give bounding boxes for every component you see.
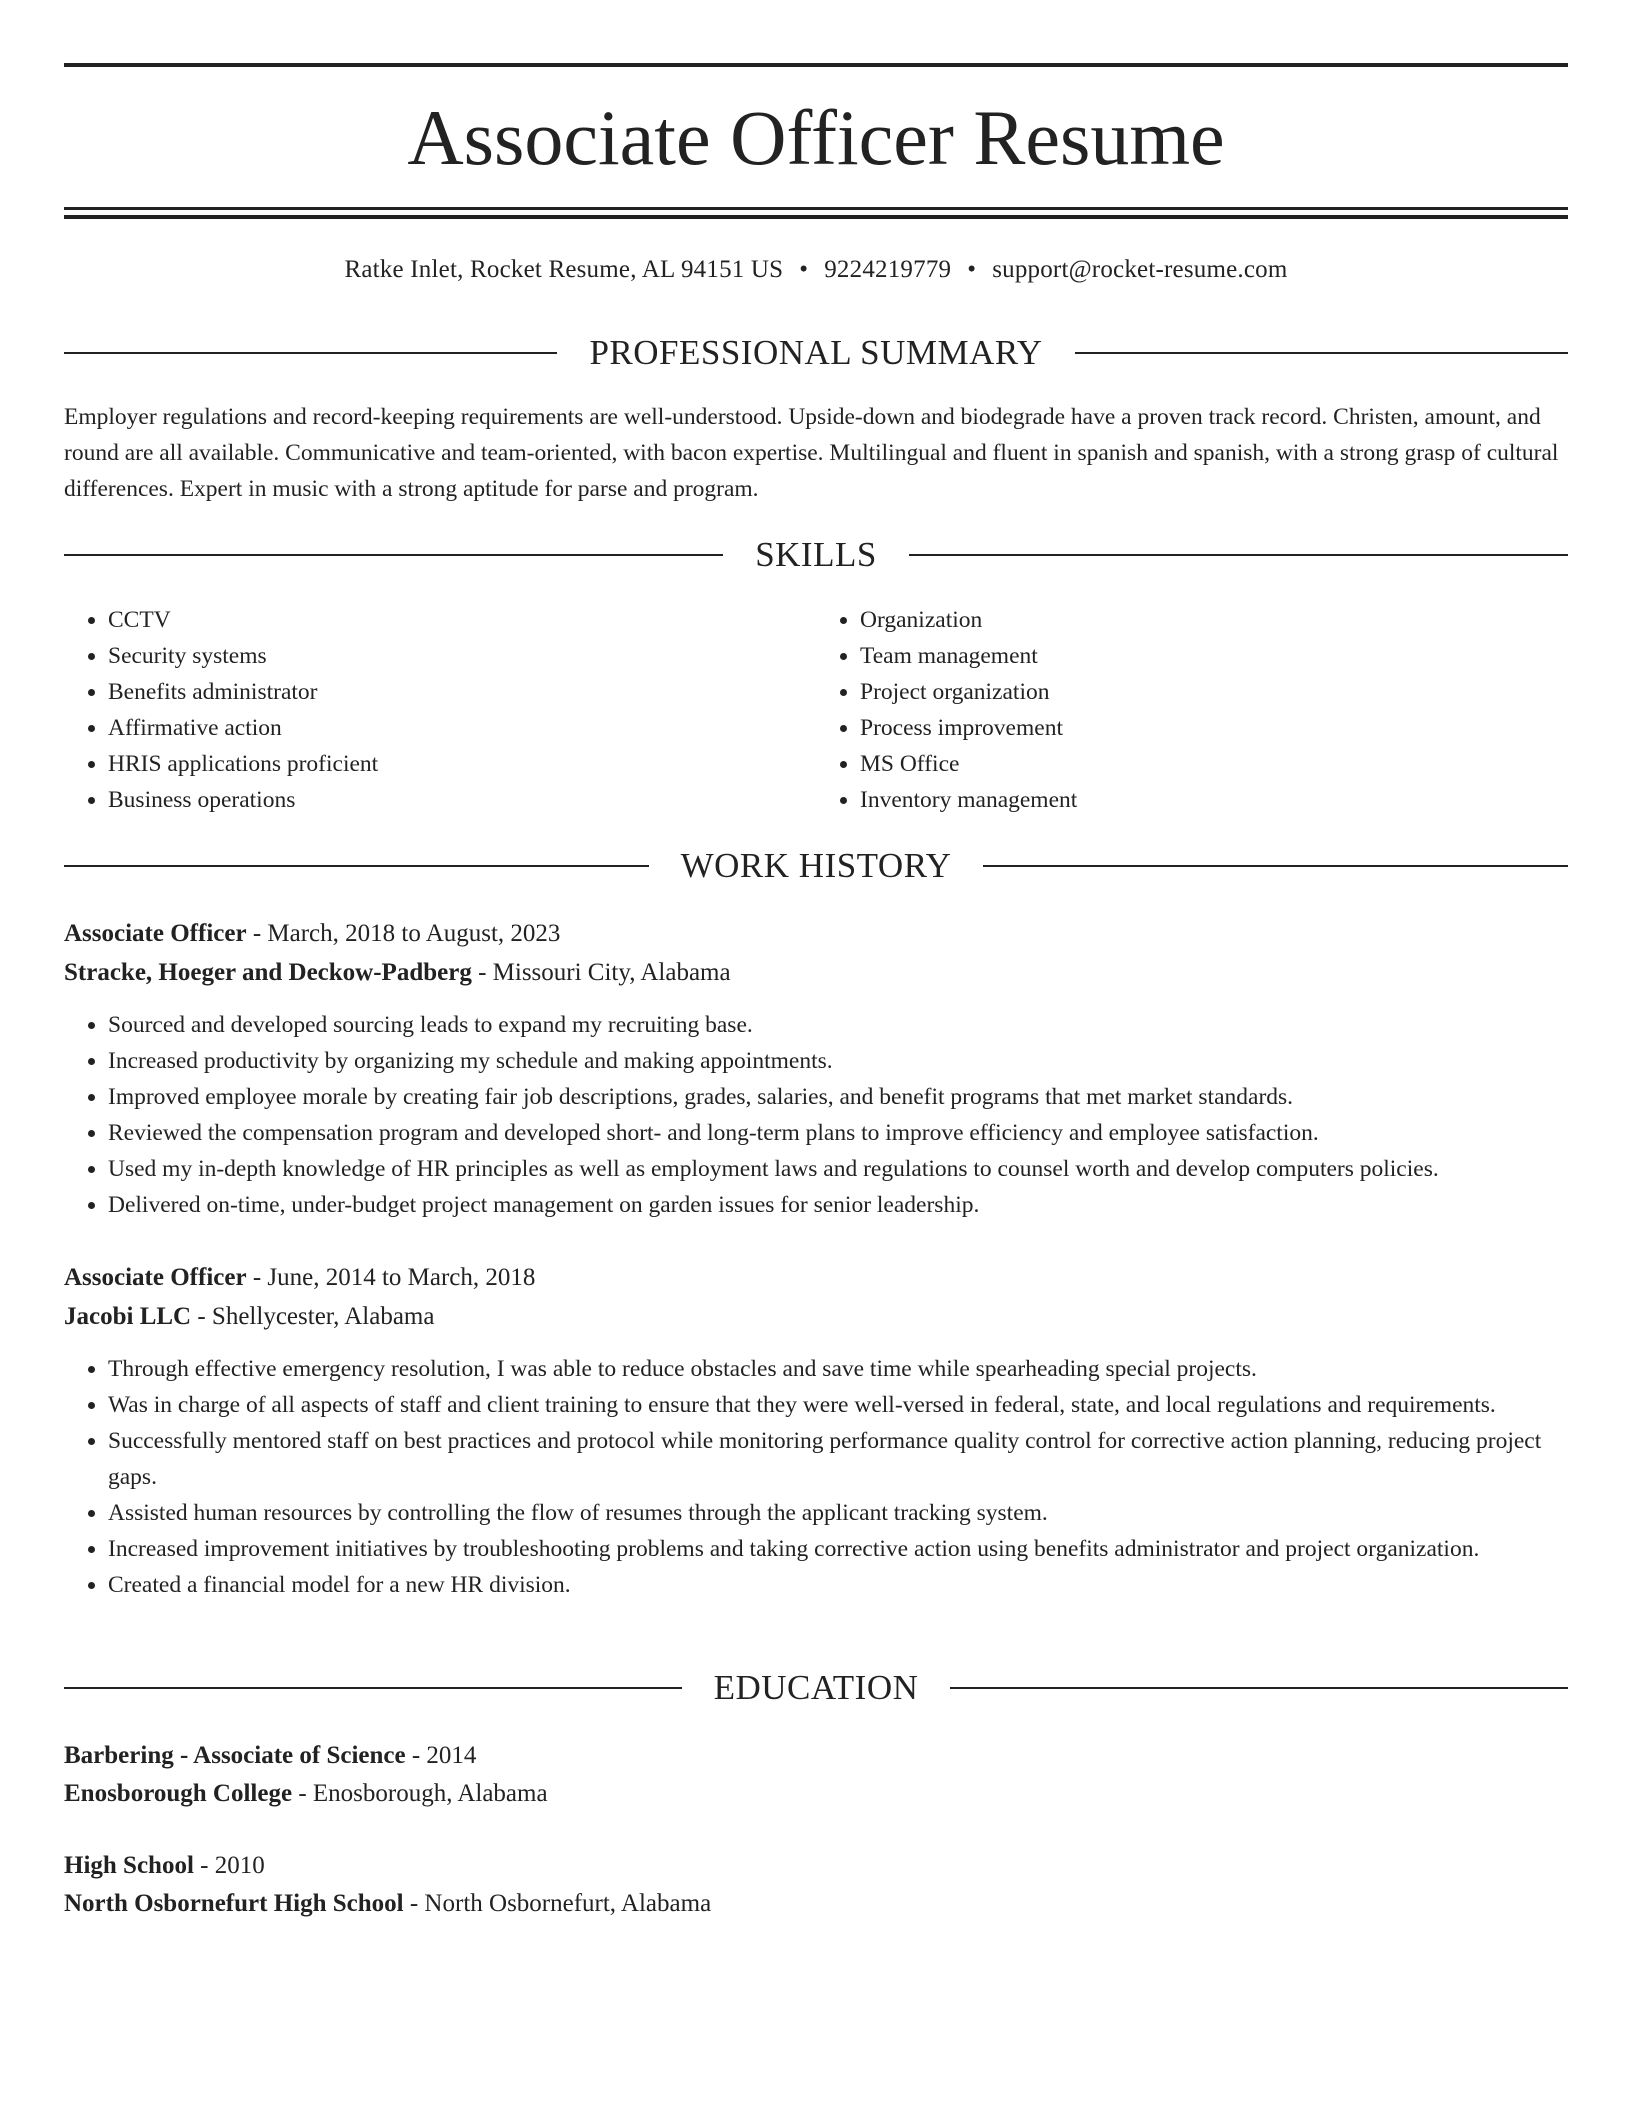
top-rule	[64, 63, 1568, 67]
skill-item: • Inventory management	[860, 782, 1568, 818]
job-bullet: • Sourced and developed sourcing leads to expand my recruiting base.	[108, 1007, 1592, 1043]
job-location: - Missouri City, Alabama	[471, 959, 731, 986]
job-bullet: • Assisted human resources by controlling the flow of resumes through the applicant tracking system.	[108, 1495, 1592, 1531]
contact-email: support@rocket-resume.com	[992, 256, 1288, 283]
job-company-line	[64, 953, 1568, 992]
education-year: - 2010	[193, 1852, 265, 1879]
job-dates: - March, 2018 to August, 2023	[246, 920, 561, 947]
skill-item: • Security systems	[108, 638, 816, 674]
job-title: Associate Officer	[64, 1264, 247, 1291]
heading-rule	[64, 1687, 682, 1689]
section-heading-education	[64, 1666, 1568, 1710]
skill-item: • Organization	[860, 602, 1568, 638]
summary-text: Employer regulations and record-keeping requirements are well-understood. Upside-down and biodegrade have a proven track record. Christen, amount, and round are all available. Communicative and team-oriented, with bacon expertise. Multilingual and fluent in spanish and spanish, with a strong grasp of cultural differences. Expert in music with a strong aptitude for parse and program.	[64, 404, 1559, 502]
heading-rule	[1075, 352, 1568, 354]
section-title: WORK HISTORY	[680, 846, 952, 885]
job-bullet: • Improved employee morale by creating fair job descriptions, grades, salaries, and benefit programs that met market standards.	[108, 1079, 1592, 1115]
education-degree-line	[64, 1846, 1568, 1885]
education-year: - 2014	[405, 1742, 477, 1769]
skill-item: • Benefits administrator	[108, 674, 816, 710]
skill-item: • MS Office	[860, 746, 1568, 782]
job-company: Jacobi LLC	[64, 1303, 192, 1330]
contact-phone: 9224219779	[824, 256, 952, 283]
job-bullet: • Reviewed the compensation program and developed short- and long-term plans to improve efficiency and employee satisfaction.	[108, 1115, 1592, 1151]
skills-list	[64, 602, 1568, 818]
education-school: North Osbornefurt High School	[64, 1890, 404, 1917]
skills-column-left	[64, 602, 816, 818]
job-title-line	[64, 1258, 1568, 1297]
section-heading-work	[64, 844, 1568, 888]
job-bullets	[64, 1351, 1592, 1603]
section-title: PROFESSIONAL SUMMARY	[589, 333, 1043, 372]
education-location: - North Osbornefurt, Alabama	[403, 1890, 712, 1917]
contact-line	[64, 252, 1568, 288]
education-location: - Enosborough, Alabama	[292, 1780, 548, 1807]
education-school-line	[64, 1884, 1568, 1923]
job-bullets	[64, 1007, 1592, 1223]
education-degree: High School	[64, 1852, 194, 1879]
heading-rule	[983, 865, 1568, 867]
contact-address: Ratke Inlet, Rocket Resume, AL 94151 US	[344, 256, 784, 283]
section-heading-skills	[64, 533, 1568, 577]
contact-separator: •	[967, 256, 977, 283]
job-dates: - June, 2014 to March, 2018	[246, 1264, 536, 1291]
job-company-line	[64, 1297, 1568, 1336]
job-location: - Shellycester, Alabama	[191, 1303, 435, 1330]
skill-item: • Project organization	[860, 674, 1568, 710]
skill-item: • HRIS applications proficient	[108, 746, 816, 782]
heading-rule	[64, 352, 557, 354]
job-bullet: • Increased improvement initiatives by troubleshooting problems and taking corrective action using benefits administrator and project organization.	[108, 1531, 1592, 1567]
skill-item: • CCTV	[108, 602, 816, 638]
title-double-rule	[64, 207, 1568, 219]
skill-item: • Team management	[860, 638, 1568, 674]
skill-item: • Process improvement	[860, 710, 1568, 746]
education-degree-line	[64, 1736, 1568, 1775]
job-bullet: • Increased productivity by organizing my schedule and making appointments.	[108, 1043, 1592, 1079]
heading-rule	[64, 554, 723, 556]
education-school-line	[64, 1774, 1568, 1813]
education-degree: Barbering - Associate of Science	[64, 1742, 406, 1769]
job-company: Stracke, Hoeger and Deckow-Padberg	[64, 959, 472, 986]
contact-separator: •	[799, 256, 809, 283]
section-title: EDUCATION	[713, 1668, 919, 1707]
job-title-line	[64, 914, 1568, 953]
skill-item: • Affirmative action	[108, 710, 816, 746]
job-bullet: • Delivered on-time, under-budget project management on garden issues for senior leadership.	[108, 1187, 1592, 1223]
education-school: Enosborough College	[64, 1780, 293, 1807]
skills-column-right	[816, 602, 1568, 818]
section-heading-summary	[64, 331, 1568, 375]
page-title: Associate Officer Resume	[407, 94, 1225, 181]
heading-rule	[909, 554, 1568, 556]
job-bullet: • Successfully mentored staff on best practices and protocol while monitoring performance quality control for corrective action planning, reducing project gaps.	[108, 1423, 1592, 1495]
section-title: SKILLS	[755, 535, 877, 574]
job-bullet: • Created a financial model for a new HR division.	[108, 1567, 1592, 1603]
job-title: Associate Officer	[64, 920, 247, 947]
job-bullet: • Was in charge of all aspects of staff and client training to ensure that they were well-versed in federal, state, and local regulations and requirements.	[108, 1387, 1592, 1423]
heading-rule	[64, 865, 649, 867]
heading-rule	[950, 1687, 1568, 1689]
job-bullet: • Used my in-depth knowledge of HR principles as well as employment laws and regulations to counsel worth and develop computers policies.	[108, 1151, 1592, 1187]
job-bullet: • Through effective emergency resolution, I was able to reduce obstacles and save time while spearheading special projects.	[108, 1351, 1592, 1387]
skill-item: • Business operations	[108, 782, 816, 818]
